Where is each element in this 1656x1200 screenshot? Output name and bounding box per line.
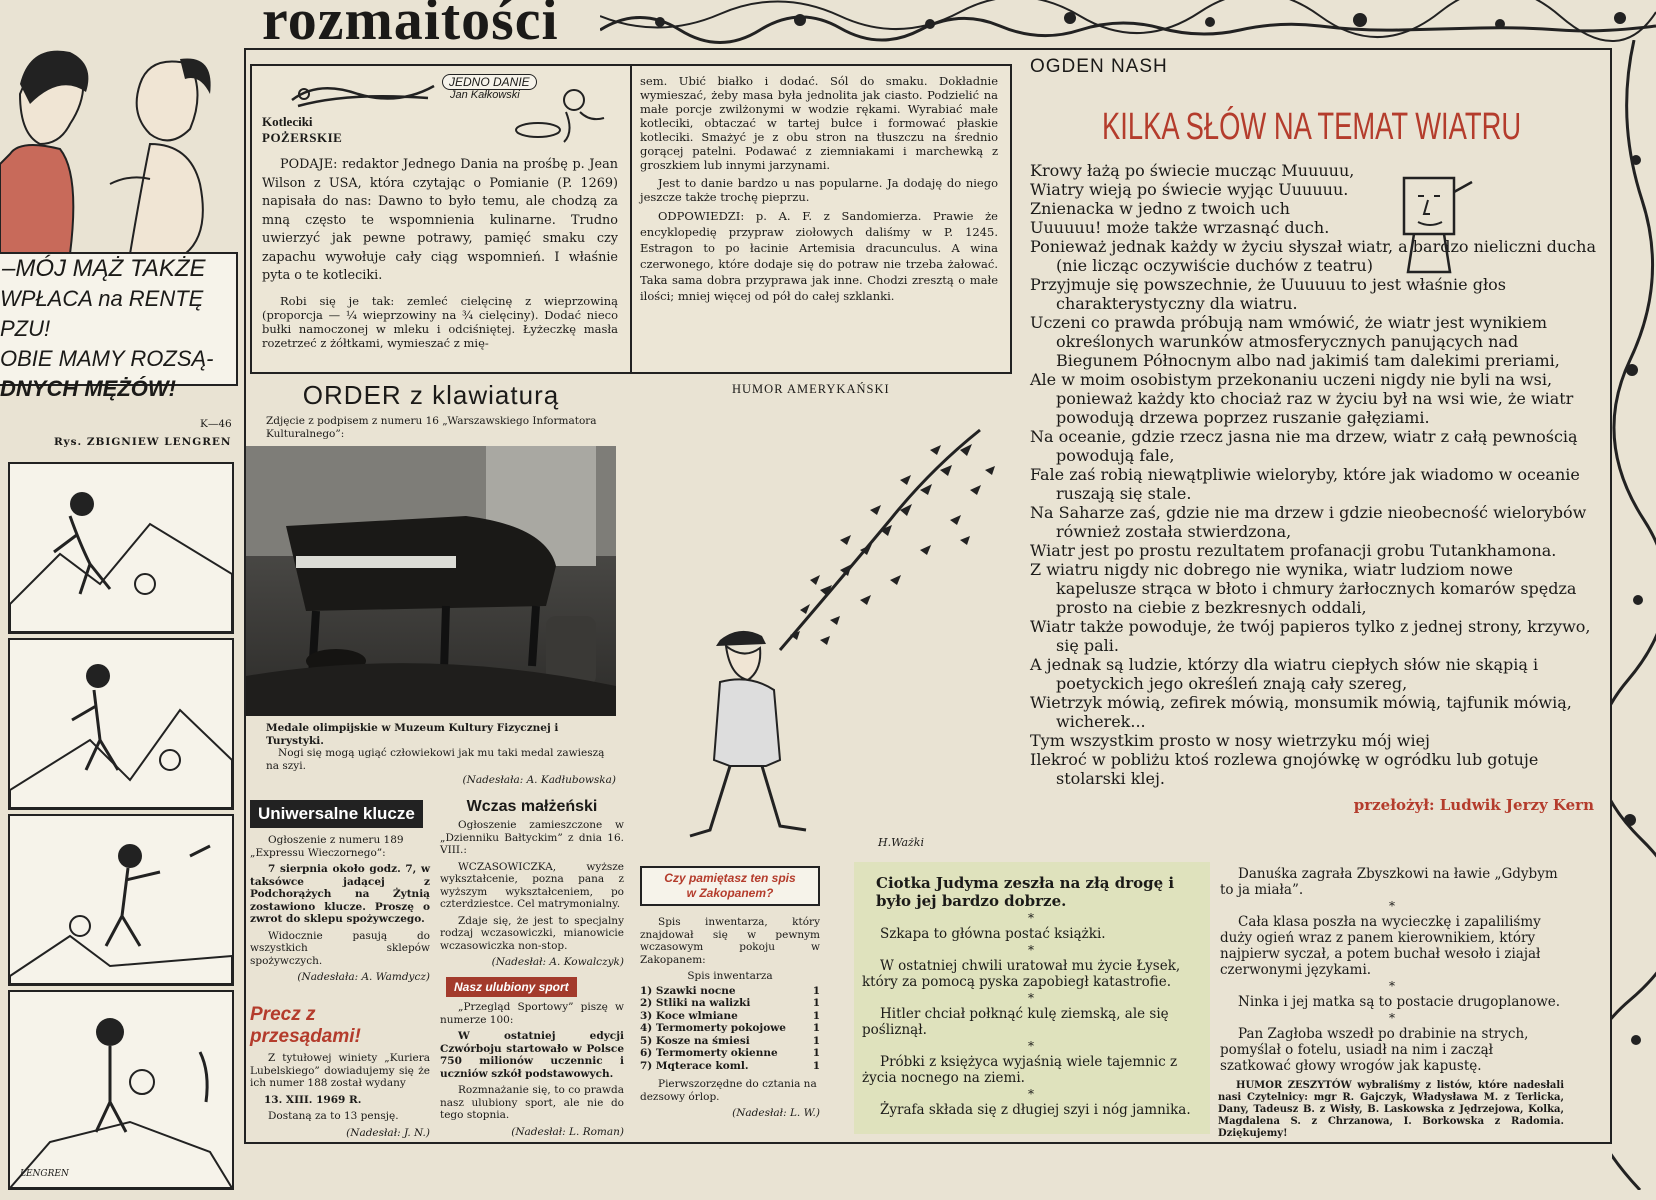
klucze-heading: Uniwersalne klucze: [250, 800, 423, 828]
inventory-item: [640, 1060, 820, 1073]
badge-line: Jan Kałkowski: [450, 89, 520, 101]
klucze-text: Widocznie pasują do wszystkich sklepów spożywczych.: [250, 929, 430, 967]
inventory-item-qty: 1: [812, 1059, 820, 1072]
order-intro: Zdjęcie z podpisem z numeru 16 „Warszawskiego Informatora Kulturalnego”:: [266, 415, 597, 440]
cartoon-speech-caption: [0, 252, 238, 401]
inventory-item-name: 7) Mqterace koml.: [640, 1059, 749, 1072]
sport-heading: Nasz ulubiony sport: [446, 977, 577, 997]
inventory-item-name: 5) Kosze na śmiesi: [640, 1034, 750, 1047]
order-heading: ORDER z klawiaturą: [302, 380, 560, 410]
recipe-paragraph: Jest to danie bardzo u nas popularne. Ja dodaję do niego jeszcze także trochę pieprzu.: [640, 176, 998, 204]
przesady-date: 13. XIII. 1969 R.: [264, 1093, 362, 1106]
inventory-item: [640, 1035, 820, 1048]
humor-item: Ciotka Judyma zeszła na złą drogę i było jej bardzo dobrze.: [876, 874, 1175, 910]
poem-line: Na Saharze zaś, gdzie nie ma drzew i gdzie nieobecność wielorybów również została stwierdzona,: [1030, 503, 1587, 541]
inventory-item-qty: 1: [812, 1009, 820, 1022]
poem-line: Ale w moim osobistym przekonaniu uczeni nigdy nie byli na wsi, ponieważ każdy kto chociaż raz w życiu był na wsi wie, że wiatr powodują drzewa poprzez ruszanie gałęziami.: [1030, 370, 1574, 427]
poem-translator: przełożył: Ludwik Jerzy Kern: [1353, 796, 1594, 814]
cartoon-artist: Rys. ZBIGNIEW LENGREN: [54, 436, 232, 448]
poem-line: Fale zaś robią niewątpliwie wieloryby, które jak wiadomo w oceanie ruszają się stale.: [1030, 465, 1580, 503]
caption-line: OBIE MAMY ROZSĄ-: [0, 346, 214, 371]
recipe-col2: [640, 74, 998, 308]
zakopane-list-title: Spis inwentarza: [687, 970, 773, 982]
poem-line: Na oceanie, gdzie rzecz jasna nie ma drzew, wiatr z całą pewnością powodują fale,: [1030, 427, 1578, 465]
humor-col1: [854, 862, 1210, 1134]
cartoon-code: K—46: [200, 418, 232, 430]
poem-line: Wiatry wieją po świecie wyjąc Uuuuuu.: [1030, 180, 1349, 199]
sport-sender: (Nadesłał: L. Roman): [511, 1125, 624, 1138]
caption-line: DNYCH MĘŻÓW!: [0, 376, 176, 401]
two-women-illustration: [0, 34, 240, 254]
wczas-sender: (Nadesłał: A. Kowalczyk): [491, 956, 624, 968]
poem-article: [1030, 56, 1610, 814]
sport-text: W ostatniej edycji Czwórboju startowało w Polsce 750 milionów uczennic i uczniów szkół podstawowych.: [440, 1030, 624, 1080]
badge-line: JEDNO DANIE: [442, 74, 537, 90]
inventory-item-qty: 1: [812, 1047, 820, 1059]
masthead-title: rozmaitości: [262, 0, 559, 52]
recipe-title: POŻERSKIE: [262, 130, 343, 145]
przesady-sender: (Nadesłał: J. N.): [346, 1126, 430, 1139]
recipe-paragraph: Robi się je tak: zemleć cielęcinę z wieprzowiną (proporcja — ¼ wieprzowiny na ¾ cielęciny). Dodać nieco bułki namoczonej w mleku i odciśniętej. Łyżeczkę masła rozetrzeć z żółtkami, wymieszać z mię-: [262, 293, 618, 350]
humor-credits: HUMOR ZESZYTÓW wybraliśmy z listów, które nadesłali nasi Czytelnicy: mgr R. Gajczyk, Władysława M. z Terlicka, Dany, Tadeusz B. z Wisły, B. Laskowska z Jędrzejowa, Kolka, Magdalena S. z Chrzanowa, I. Borkowska z Radomia. Dziękujemy!: [1218, 1080, 1564, 1139]
przesady-text: Z tytułowej winiety „Kuriera Lubelskiego” dowiadujemy się że ich numer 188 został wydany: [250, 1052, 430, 1089]
poem-line: Przyjmuje się powszechnie, że Uuuuuu to jest właśnie głos charakterystyczny dla wiatru.: [1030, 275, 1506, 313]
comic-panel: [8, 990, 234, 1190]
inventory-item-qty: 1: [812, 984, 820, 997]
poem-line: Wietrzyk mówią, zefirek mówią, monsumik mówią, tajfunik mówią, wicherek...: [1030, 693, 1572, 731]
recipe-paragraph: PODAJE: redaktor Jednego Dania na prośbę p. Jean Wilson z USA, która czytając o Pomianie (P. 1269) napisała do nas: Dawno to było temu, ale chodzą za mną często te wspomnienia kulinarne. Trudno uwierzyć jak pewne potrawy, pamięć smaku czy zapachu wywołuje cały ciąg wspomnień. I właśnie pyta o te kotleciki.: [262, 157, 618, 283]
top-cartoon: [0, 34, 240, 454]
zakopane-intro: Spis inwentarza, który znajdował się w pewnym wczasowym pokoju w Zakopanem:: [640, 916, 820, 966]
wczas-article: [440, 798, 624, 969]
poem-line: Ponieważ jednak każdy w życiu słyszał wiatr, a bardzo nieliczni ducha (nie licząc oczywiście duchów z teatru): [1030, 237, 1596, 275]
photo-caption-2: Nogi się mogą ugiąć człowiekowi jak mu taki medal zawieszą na szyi.: [266, 747, 605, 772]
inventory-item-qty: 1: [812, 1022, 820, 1034]
humor-item: W ostatniej chwili uratował mu życie Łysek, który za pomocą pyska zapobiegł katastrofie.: [862, 958, 1181, 990]
jedno-danie-badge: [442, 74, 618, 144]
zakopane-heading-line: w Zakopanem?: [686, 886, 774, 900]
inventory-item-name: 1) Szawki nocne: [640, 984, 736, 997]
inventory-item: [640, 985, 820, 998]
separator-star: *: [1028, 1087, 1034, 1101]
poem-line: Uczeni co prawda próbują nam wmówić, że wiatr jest wynikiem określonych warunków atmosferycznych panujących nad Biegunem Północnym albo nad jakimiś tam dalekimi preriami,: [1030, 313, 1560, 370]
poem-line: A jednak są ludzie, którzy dla wiatru ciepłych słów nie skąpią i poetyckich jego określeń znają cały szereg,: [1030, 655, 1539, 693]
przesady-heading: Precz z przesądami!: [250, 1004, 361, 1047]
separator-star: *: [1028, 911, 1034, 925]
poem-line: Wiatr także powoduje, że twój papieros tylko z jednej strony, krzywo, się pali.: [1030, 617, 1591, 655]
separator-star: *: [1389, 899, 1395, 913]
klucze-article: [250, 800, 430, 984]
caption-line: –MÓJ MĄŻ TAKŻE: [2, 255, 206, 282]
recipe-paragraph: ODPOWIEDZI: p. A. F. z Sandomierza. Prawie że encyklopedię przypraw ziołowych daliśmy w P. 1245. Estragon to po łacinie Artemisia dracunculus. A wina czerwonego, które dodaje się do potraw nie trzeba żałować. Taka sama dobra przyprawa jak inne. Chodzi zresztą o małe ilości; mniej więcej od pół do całej szklanki.: [640, 209, 998, 303]
recipe-divider: [630, 66, 632, 372]
caption-line: WPŁACA na RENTĘ PZU!: [0, 286, 204, 341]
poem-line: Wiatr jest po prostu rezultatem profanacji grobu Tutankhamona.: [1030, 541, 1557, 560]
klucze-sender: (Nadesłała: A. Wamdycz): [297, 971, 430, 983]
poem-author: OGDEN NASH: [1030, 56, 1168, 77]
humor-item: Żyrafa składa się z długiej szyi i nóg jamnika.: [880, 1102, 1191, 1118]
recipe-title: Kotleciki: [262, 114, 313, 129]
inventory-item-name: 3) Koce wlmiane: [640, 1009, 738, 1022]
separator-star: *: [1389, 1011, 1395, 1025]
humor-item: Danuśka zagrała Zbyszkowi na ławie „Gdybym to ja miała”.: [1220, 866, 1558, 898]
separator-star: *: [1028, 1039, 1034, 1053]
poem-line: Tym wszystkim prosto w nosy wietrzyku mój wiej: [1030, 731, 1430, 750]
comic-panel: [8, 462, 234, 634]
poem-title: KILKA SŁÓW NA TEMAT WIATRU: [1102, 106, 1522, 148]
wczas-text: Ogłoszenie zamieszczone w „Dzienniku Bałtyckim” z dnia 16. VIII.:: [440, 819, 624, 856]
face-doodle: [1394, 172, 1478, 276]
humor-item: Pan Zagłoba wszedł po drabinie na strych, pomyślał o fotelu, usiadł na nim i zaczął szatkować głowy wrogów jak kapustę.: [1220, 1026, 1529, 1074]
inventory-item: [640, 1047, 820, 1060]
photo-caption: Medale olimpijskie w Muzeum Kultury Fizycznej i Turystyki.: [266, 722, 559, 747]
separator-star: *: [1028, 943, 1034, 957]
sport-text: Rozmnażanie się, to co prawda nasz ulubiony sport, ale nie do tego stopnia.: [440, 1084, 624, 1121]
inventory-item: [640, 1022, 820, 1035]
comic-panel: [8, 814, 234, 986]
piano-photo: [246, 446, 616, 716]
inventory-item-name: 2) Stliki na walizki: [640, 997, 751, 1009]
marching-officer-illustration: [670, 610, 820, 850]
humor-item: Hitler chciał połknąć kulę ziemską, ale się pośliznął.: [862, 1006, 1169, 1038]
climber-drawing: [10, 464, 232, 632]
comic-panel: [8, 638, 234, 810]
humor-col2: [1218, 862, 1564, 1144]
inventory-item-name: 6) Termomerty okienne: [640, 1047, 778, 1059]
zakopane-article: [640, 866, 820, 1120]
climber-drawing: [10, 816, 232, 984]
wczas-text: WCZASOWICZKA, wyższe wykształcenie, pozna pana z wyższym wykształceniem, po czterdziestce. Cel matrymonialny.: [440, 860, 624, 910]
recipe-box: [250, 64, 1012, 374]
recipe-col1: [262, 156, 618, 354]
inventory-item-qty: 1: [812, 997, 820, 1009]
inventory-item-name: 4) Termomerty pokojowe: [640, 1022, 786, 1034]
cook-illustration: [504, 82, 614, 144]
zakopane-heading: [640, 866, 820, 906]
humor-item: Szkapa to główna postać książki.: [880, 926, 1106, 942]
wczas-text: Zdaje się, że jest to specjalny rodzaj wczasowiczki, mianowicie wczasowiczka non-stop.: [440, 914, 624, 952]
klucze-text: Ogłoszenie z numeru 189 „Expressu Wieczornego”:: [250, 834, 404, 859]
poem-line: Znienacka w jedno z twoich uch: [1030, 199, 1290, 218]
ornament-border: [600, 0, 1656, 48]
inventory-item: [640, 1010, 820, 1023]
order-sender: (Nadesłała: A. Kadłubowska): [462, 774, 616, 786]
zakopane-heading-line: Czy pamiętasz ten spis: [664, 871, 796, 885]
zakopane-sender: (Nadesłał: L. W.): [732, 1107, 820, 1119]
humor-item: Cała klasa poszła na wycieczkę i zapaliliśmy duży ogień wraz z panem kierownikiem, który najpierw syczał, a potem buchał wesoło i ziajał czerwonymi językami.: [1220, 914, 1541, 978]
wczas-heading: Wczas małżeński: [466, 798, 598, 815]
comic-strip: [8, 462, 234, 1192]
poem-line: Uuuuuu! może także wrzasnąć duch.: [1030, 218, 1330, 237]
humor-zeszytow-box: [854, 862, 1594, 1139]
artwork-signature: H.Ważki: [878, 836, 924, 849]
scroll-flourish: [288, 78, 438, 110]
order-article: [246, 380, 616, 787]
klucze-text: 7 sierpnia około godz. 7, w taksówce jadącej z Podchorążych na Żytnią zostawiono klucze. Proszę o zwrot do sklepu spożywczego.: [250, 863, 430, 925]
humor-item: Próbki z księżyca wyjaśnią wiele tajemnic z życia nocnego na ziemi.: [862, 1054, 1178, 1086]
sport-text: „Przegląd Sportowy” piszę w numerze 100:: [440, 1001, 624, 1026]
recipe-paragraph: sem. Ubić białko i dodać. Sól do smaku. Dokładnie wymieszać, żeby masa była jednolita jak ciasto. Podzielić na małe porcje zwilżonymi w wodzie rękami. Wyrabiać małe kotleciki, obtaczać w tartej bułce i formować płaskie kotleciki. Smażyć je z obu stron na tłuszczu na średnio gorącej patelni. Podawać z ziemniakami i marchewką z groszkiem lub innymi jarzynami.: [640, 74, 998, 172]
poem-line: Z wiatru nigdy nic dobrego nie wynika, wiatr ludziom nowe kapelusze strąca w błoto i chmury żarłocznych komarów spędza prosto na ciebie z bezkresnych oddali,: [1030, 560, 1577, 617]
inventory-item-qty: 1: [812, 1034, 820, 1047]
przesady-text: Dostaną za to 13 pensję.: [268, 1110, 399, 1122]
right-edge-ornament: [1612, 40, 1656, 1190]
inventory-item: [640, 997, 820, 1010]
masthead: [0, 0, 1656, 52]
humor-label: HUMOR AMERYKAŃSKI: [732, 382, 890, 396]
poem-body: [1030, 161, 1596, 788]
zakopane-outro: Pierwszorzędne do cztania na dezsowy órlop.: [640, 1078, 817, 1103]
climber-drawing: [10, 992, 232, 1188]
climber-drawing: [10, 640, 232, 808]
humor-item: Ninka i jej matka są to postacie drugoplanowe.: [1238, 994, 1561, 1010]
inventory-list: [640, 985, 820, 1073]
poem-line: Krowy łażą po świecie mucząc Muuuuu,: [1030, 161, 1355, 180]
separator-star: *: [1389, 979, 1395, 993]
comic-signature: LENGREN: [20, 1169, 69, 1179]
separator-star: *: [1028, 991, 1034, 1005]
sport-article: [440, 976, 624, 1138]
przesady-article: [250, 1004, 430, 1139]
poem-line: Ilekroć w pobliżu ktoś rozlewa gnojówkę w ogródku lub gotuje stolarski klej.: [1030, 750, 1539, 788]
